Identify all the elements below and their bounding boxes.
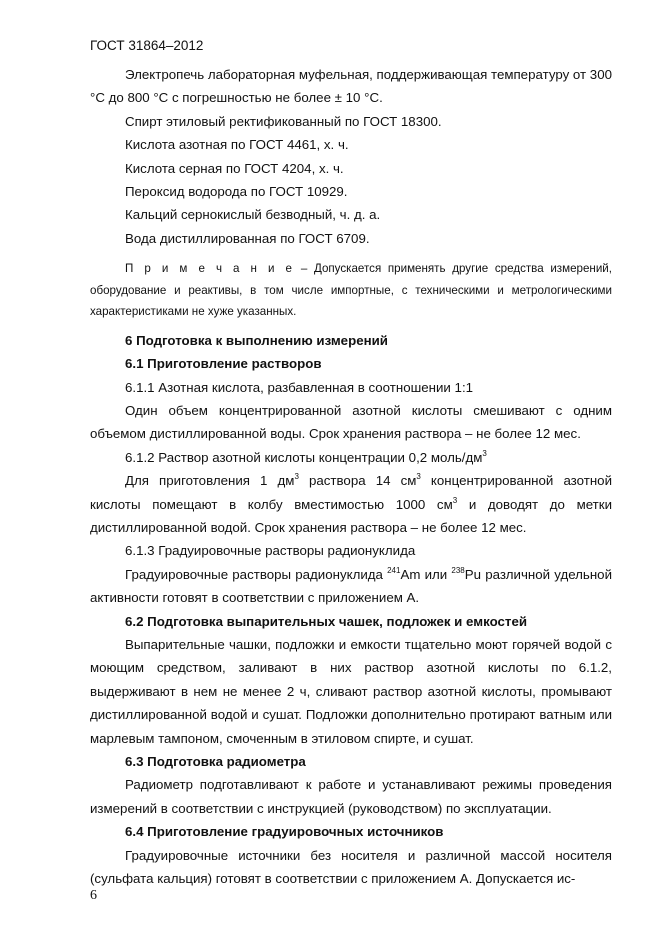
page-number: 6 [90, 888, 97, 903]
section-6-4-text: Градуировочные источники без носителя и различной массой носителя (сульфата кальция) готовят в соответствии с приложением А. Допускается ис- [90, 847, 612, 887]
section-6-2-title: 6.2 Подготовка выпарительных чашек, подложек и емкостей [125, 613, 528, 629]
section-6-1-1-text: Один объем концентрированной азотной кислоты смешивают с одним объемом дистиллированной воды. Срок хранения раствора – не более 12 мес. [90, 402, 612, 442]
note-text: – Допускается применять другие средства измерений, оборудование и реактивы, в том числе импортные, с техническими и метрологическими характеристиками не хуже указанных. [90, 262, 613, 319]
section-6-3-title: 6.3 Подготовка радиометра [125, 754, 306, 770]
note-paragraph [90, 258, 612, 323]
reagent-item: Кислота серная по ГОСТ 4204, х. ч. [125, 160, 344, 176]
note-label: П р и м е ч а н и е [125, 262, 295, 276]
reagent-item: Кальций сернокислый безводный, ч. д. а. [125, 207, 381, 223]
section-6-1-3-title: 6.1.3 Градуировочные растворы радионуклида [125, 543, 416, 559]
reagent-item: Пероксид водорода по ГОСТ 10929. [125, 184, 348, 200]
section-6-2-text: Выпарительные чашки, подложки и емкости тщательно моют горячей водой с моющим средством, заливают в них раствор азотной кислоты по 6.1.2, выдерживают в нем не менее 2 ч, сливают раствор азотной кислоты, промывают дистиллированной водой и сушат. Подложки дополнительно протирают ватным или марлевым тампоном, смоченным в этиловом спирте, и сушат. [90, 637, 612, 746]
reagent-item: Спирт этиловый ректификованный по ГОСТ 18300. [125, 113, 442, 129]
section-6-1-2-text: Для приготовления 1 $дм^3$ раствора 14 $см^3$ концентрированной азотной кислоты помещают в колбу вместимостью 1000 $см^3$ и доводят до метки дистиллированной водой. Срок хранения раствора – не более 12 мес. [90, 472, 612, 535]
section-6-1-1-title: 6.1.1 Азотная кислота, разбавленная в соотношении 1:1 [125, 379, 474, 395]
section-6-1-title: 6.1 Приготовление растворов [125, 356, 322, 372]
page-header: ГОСТ 31864–2012 [90, 38, 204, 53]
reagent-item: Кислота азотная по ГОСТ 4461, х. ч. [125, 137, 349, 153]
page-content [90, 63, 612, 891]
section-6-title: 6 Подготовка к выполнению измерений [125, 332, 388, 348]
reagent-item: Вода дистиллированная по ГОСТ 6709. [125, 230, 370, 246]
section-6-4-title: 6.4 Приготовление градуировочных источников [125, 824, 444, 840]
furnace-paragraph: Электропечь лабораторная муфельная, поддерживающая температуру от 300 °С до 800 °С с погрешностью не более ± 10 °С. [90, 67, 612, 106]
section-6-1-3-text: Градуировочные растворы радионуклида $^{241}$Am или $^{238}$Pu различной удельной активности готовят в соответствии с приложением А. [90, 565, 613, 606]
section-6-3-text: Радиометр подготавливают к работе и устанавливают режимы проведения измерений в соответствии с инструкцией (руководством) по эксплуатации. [90, 777, 612, 816]
section-6-1-2-title: 6.1.2 Раствор азотной кислоты концентрации 0,2 моль/$дм^3$ [125, 448, 487, 465]
